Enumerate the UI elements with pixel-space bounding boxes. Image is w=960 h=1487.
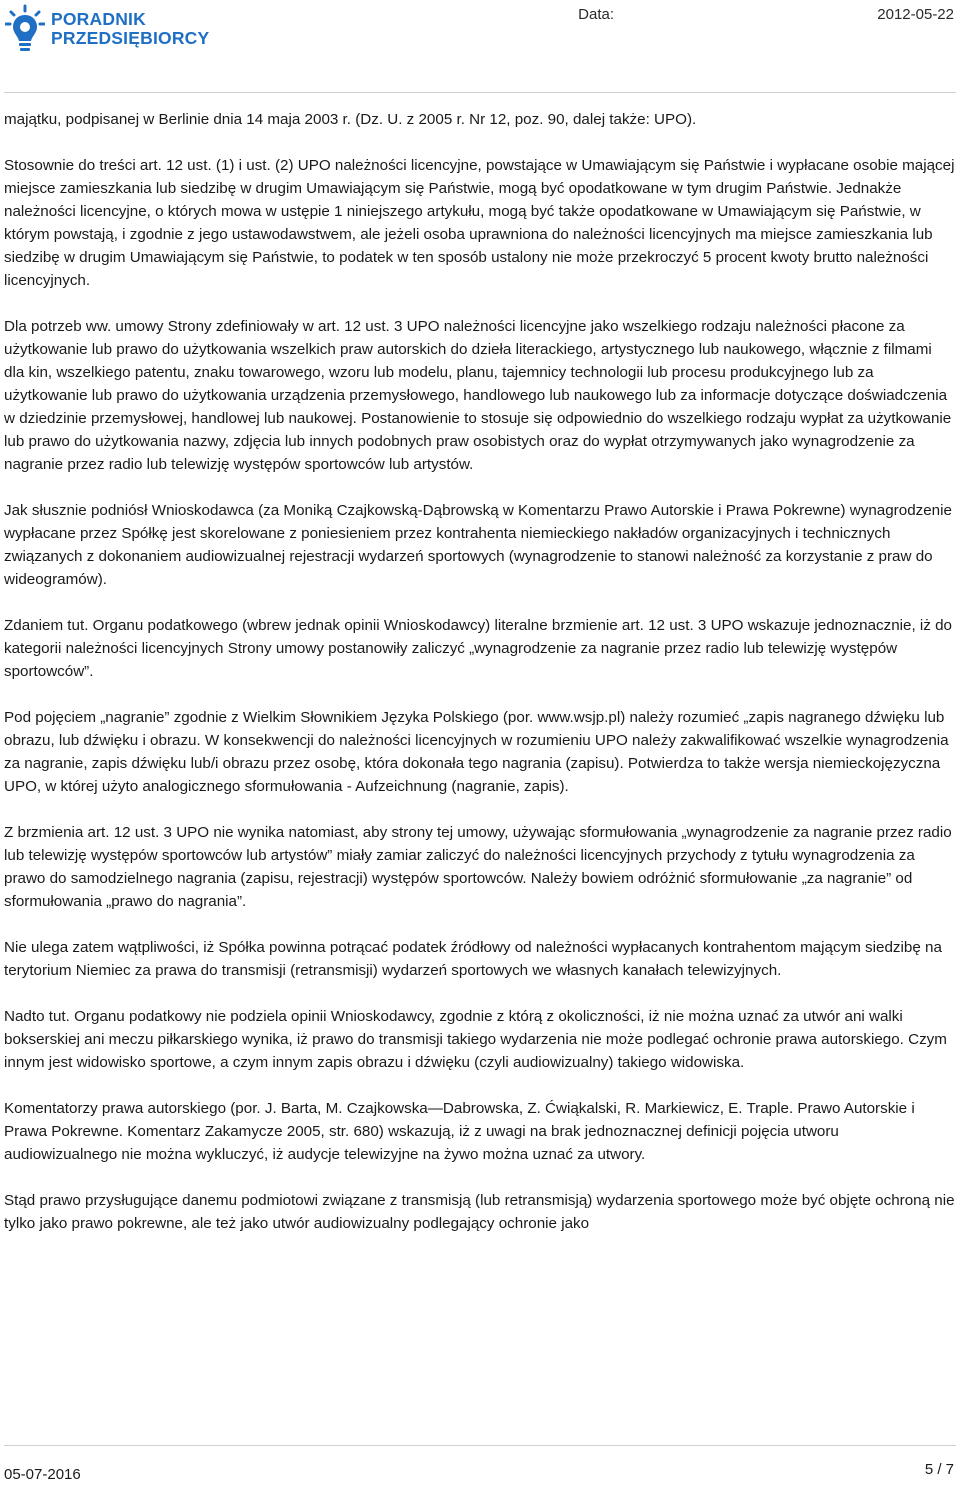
lightbulb-logo-icon bbox=[5, 4, 45, 54]
paragraph: Nadto tut. Organu podatkowy nie podziela opinii Wnioskodawcy, zgodnie z którą z okoliczności, iż nie można uznać za utwór ani walki bokserskiej ani meczu piłkarskiego wynika, iż prawo do transmisji takiego wydarzenia nie może podlegać ochronie prawa autorskiego. Czym innym jest widowisko sportowe, a czym innym zapis obrazu i dźwięku (czyli audiowizualny) takiego widowiska. bbox=[4, 1008, 947, 1071]
paragraph: Zdaniem tut. Organu podatkowego (wbrew jednak opinii Wnioskodawcy) literalne brzmienie art. 12 ust. 3 UPO wskazuje jednoznacznie, iż do kategorii należności licencyjnych Strony umowy postanowiły zaliczyć „wynagrodzenie za nagranie przez radio lub telewizję występów sportowców”. bbox=[4, 617, 953, 680]
paragraph: Pod pojęciem „nagranie” zgodnie z Wielkim Słownikiem Języka Polskiego (por. www.wsjp.pl) należy rozumieć „zapis nagranego dźwięku lub obrazu, lub dźwięku i obrazu. W konsekwencji do należności licencyjnych w rozumieniu UPO należy zakwalifikować wszelkie wynagrodzenia za nagranie, zapis dźwięku lub/i obrazu przez osobę, która dokonała tego nagrania (zapisu). Potwierdza to także wersja niemieckojęzyczna UPO, w której użyto analogicznego sformułowania - Aufzeichnung (nagranie, zapis). bbox=[4, 709, 949, 795]
paragraph: Komentatorzy prawa autorskiego (por. J. Barta, M. Czajkowska—Dabrowska, Z. Ćwiąkalski, R. Markiewicz, E. Traple. Prawo Autorskie i Prawa Pokrewne. Komentarz Zakamycze 2005, str. 680) wskazują, iż z uwagi na brak jednoznacznej definicji pojęcia utworu audiowizualnego nie można wykluczyć, iż audycje telewizyjne na żywo można uznać za utwory. bbox=[4, 1100, 915, 1163]
footer-divider bbox=[4, 1445, 956, 1446]
header-divider bbox=[4, 92, 956, 93]
date-value: 2012-05-22 bbox=[877, 6, 954, 23]
logo bbox=[5, 4, 209, 54]
footer-date: 05-07-2016 bbox=[4, 1466, 81, 1483]
logo-text bbox=[51, 10, 209, 48]
paragraph: Stosownie do treści art. 12 ust. (1) i ust. (2) UPO należności licencyjne, powstające w Umawiającym się Państwie i wypłacane osobie mającej miejsce zamieszkania lub siedzibę w drugim Umawiającym się Państwie, mogą być opodatkowane w tym drugim Państwie. Jednakże należności licencyjne, o których mowa w ustępie 1 niniejszego artykułu, mogą być także opodatkowane w Umawiającym się Państwie, w którym powstają, i zgodnie z jego ustawodawstwem, ale jeżeli osoba uprawniona do należności licencyjnych ma miejsce zamieszkania lub siedzibę w drugim Umawiającym się Państwie, to podatek w ten sposób ustalony nie może przekroczyć 5 procent kwoty brutto należności licencyjnych. bbox=[4, 157, 955, 289]
date-label: Data: bbox=[578, 6, 614, 23]
page-header bbox=[0, 0, 960, 92]
paragraph: majątku, podpisanej w Berlinie dnia 14 maja 2003 r. (Dz. U. z 2005 r. Nr 12, poz. 90, dalej także: UPO). bbox=[4, 111, 697, 128]
logo-line-1: PORADNIK bbox=[51, 9, 146, 29]
paragraph: Nie ulega zatem wątpliwości, iż Spółka powinna potrącać podatek źródłowy od należności wypłacanych kontrahentom mającym siedzibę na terytorium Niemiec za prawa do transmisji (retransmisji) wydarzeń sportowych we własnych kanałach telewizyjnych. bbox=[4, 939, 942, 979]
document-date bbox=[578, 6, 954, 23]
document-body bbox=[4, 108, 956, 1258]
page-number: 5 / 7 bbox=[924, 1461, 954, 1478]
logo-line-2: PRZEDSIĘBIORCY bbox=[51, 28, 210, 48]
paragraph: Stąd prawo przysługujące danemu podmiotowi związane z transmisją (lub retransmisją) wydarzenia sportowego może być objęte ochroną nie tylko jako prawo pokrewne, ale też jako utwór audiowizualny podlegający ochronie jako bbox=[4, 1192, 955, 1232]
paragraph: Z brzmienia art. 12 ust. 3 UPO nie wynika natomiast, aby strony tej umowy, używając sformułowania „wynagrodzenie za nagranie przez radio lub telewizję występów sportowców lub artystów” miały zamiar zaliczyć do należności licencyjnych przychody z tytułu wynagrodzenia za prawo do samodzielnego nagrania (zapisu, rejestracji) występów sportowców. Należy bowiem odróżnić sformułowanie „za nagranie” od sformułowania „prawo do nagrania”. bbox=[4, 824, 952, 910]
paragraph: Dla potrzeb ww. umowy Strony zdefiniowały w art. 12 ust. 3 UPO należności licencyjne jako wszelkiego rodzaju należności płacone za użytkowanie lub prawo do użytkowania wszelkich praw autorskich do dzieła literackiego, artystycznego lub naukowego, włącznie z filmami dla kin, wszelkiego patentu, znaku towarowego, wzoru lub modelu, planu, tajemnicy technologii lub procesu produkcyjnego lub za użytkowanie lub prawo do użytkowania urządzenia przemysłowego, handlowego lub naukowego lub za informacje dotyczące doświadczenia w dziedzinie przemysłowej, handlowej lub naukowej. Postanowienie to stosuje się odpowiednio do wszelkiego rodzaju wypłat za użytkowanie lub prawo do użytkowania nazwy, zdjęcia lub innych podobnych praw osobistych oraz do wypłat otrzymywanych jako wynagrodzenie za nagranie przez radio lub telewizję występów sportowców lub artystów. bbox=[4, 318, 952, 473]
paragraph: Jak słusznie podniósł Wnioskodawca (za Moniką Czajkowską-Dąbrowską w Komentarzu Prawo Autorskie i Prawa Pokrewne) wynagrodzenie wypłacane przez Spółkę jest skorelowane z poniesieniem przez kontrahenta niemieckiego nakładów organizacyjnych i technicznych związanych z dokonaniem audiowizualnej rejestracji wydarzeń sportowych (wynagrodzenie to stanowi należność za korzystanie z praw do wideogramów). bbox=[4, 502, 952, 588]
